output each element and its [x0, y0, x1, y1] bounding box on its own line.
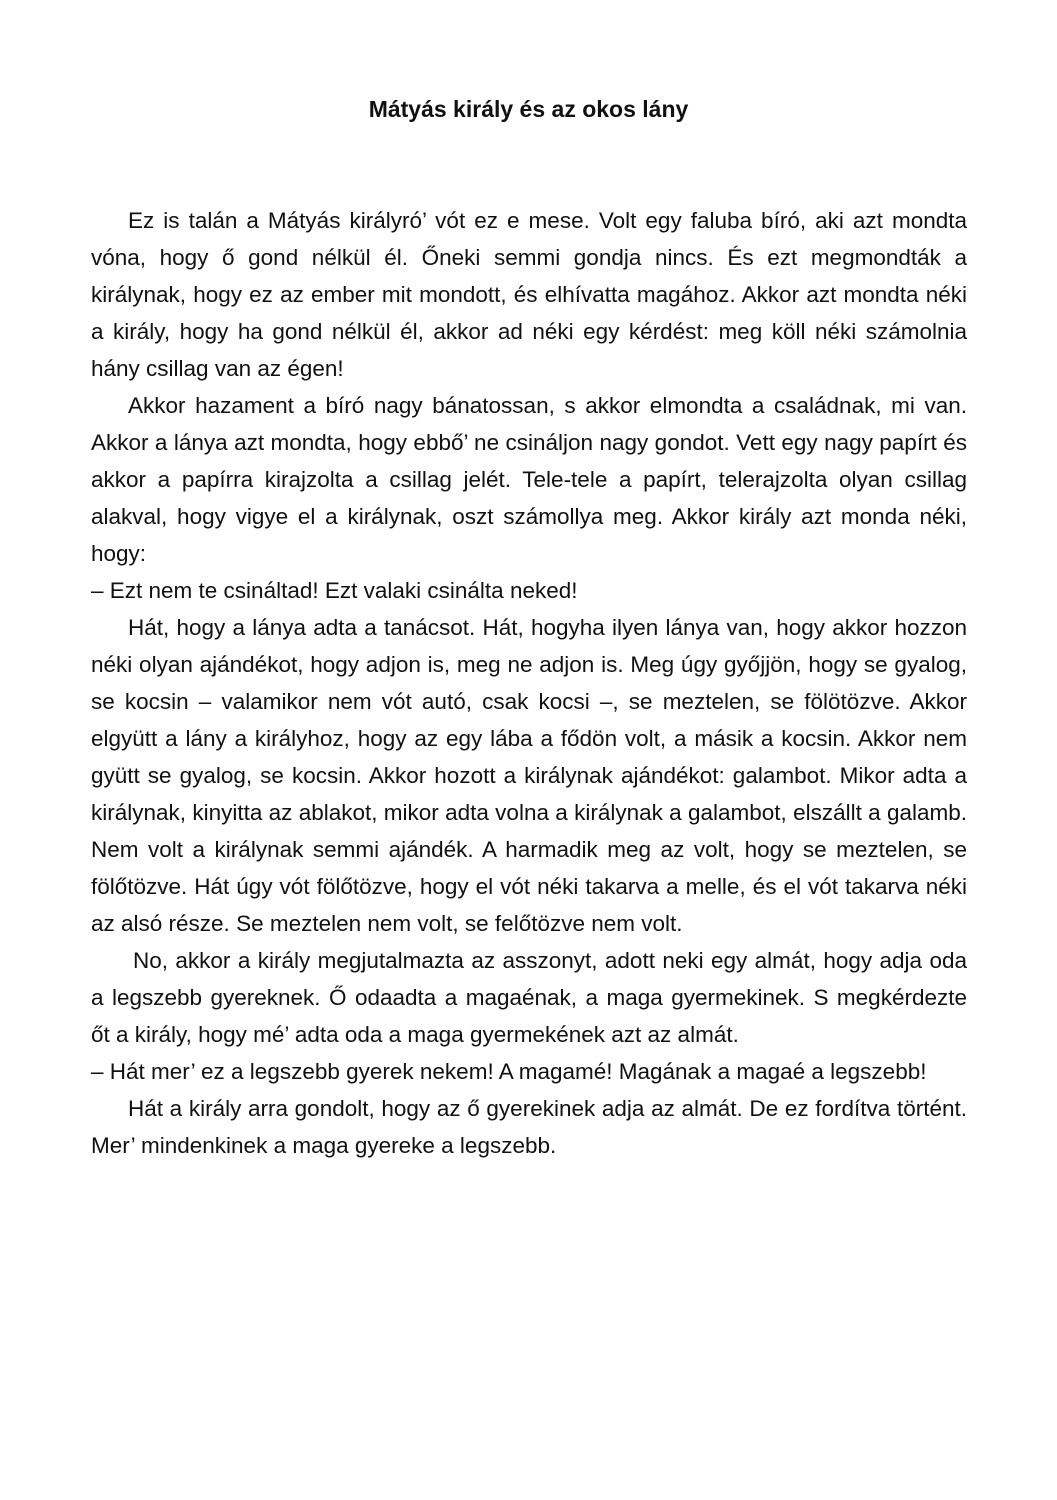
paragraph-3: Hát, hogy a lánya adta a tanácsot. Hát, hogyha ilyen lánya van, hogy akkor hozzon néki olyan ajándékot, hogy adjon is, meg ne adjon is. Meg úgy győjjön, hogy se gyalog, se kocsin – valamikor nem vót autó, csak kocsi –, se meztelen, se fölötözve. Akkor elgyütt a lány a királyhoz, hogy az egy lába a fődön volt, a másik a kocsin. Akkor nem gyütt se gyalog, se kocsin. Akkor hozott a királynak ajándékot: galambot. Mikor adta a királynak, kinyitta az ablakot, mikor adta volna a királynak a galambot, elszállt a galamb. Nem volt a királynak semmi ajándék. A harmadik meg az volt, hogy se meztelen, se fölőtözve. Hát úgy vót fölőtözve, hogy el vót néki takarva a melle, és el vót takarva néki az alsó része. Se meztelen nem volt, se felőtözve nem volt. — [91, 615, 967, 936]
dialogue-line-1: – Ezt nem te csináltad! Ezt valaki csinálta neked! — [91, 578, 578, 603]
story-title: Mátyás király és az okos lány — [368, 96, 689, 122]
paragraph-4: No, akkor a király megjutalmazta az asszonyt, adott neki egy almát, hogy adja oda a legszebb gyereknek. Ő odaadta a magaénak, a maga gyermekinek. S megkérdezte őt a király, hogy mé’ adta oda a maga gyermekének azt az almát. — [91, 948, 967, 1047]
story-body — [91, 202, 967, 1164]
paragraph-5: Hát a király arra gondolt, hogy az ő gyerekinek adja az almát. De ez fordítva történt. Mer’ mindenkinek a maga gyereke a legszebb. — [91, 1096, 967, 1158]
paragraph-1: Ez is talán a Mátyás királyró’ vót ez e mese. Volt egy faluba bíró, aki azt mondta vóna, hogy ő gond nélkül él. Őneki semmi gondja nincs. És ezt megmondták a királynak, hogy ez az ember mit mondott, és elhívatta magához. Akkor azt mondta néki a király, hogy ha gond nélkül él, akkor ad néki egy kérdést: meg köll néki számolnia hány csillag van az égen! — [91, 208, 967, 381]
paragraph-2: Akkor hazament a bíró nagy bánatossan, s akkor elmondta a családnak, mi van. Akkor a lánya azt mondta, hogy ebbő’ ne csináljon nagy gondot. Vett egy nagy papírt és akkor a papírra kirajzolta a csillag jelét. Tele-tele a papírt, telerajzolta olyan csillag alakval, hogy vigye el a királynak, oszt számollya meg. Akkor király azt monda néki, hogy: — [91, 393, 967, 566]
dialogue-line-2: – Hát mer’ ez a legszebb gyerek nekem! A magamé! Magának a magaé a legszebb! — [91, 1059, 927, 1084]
